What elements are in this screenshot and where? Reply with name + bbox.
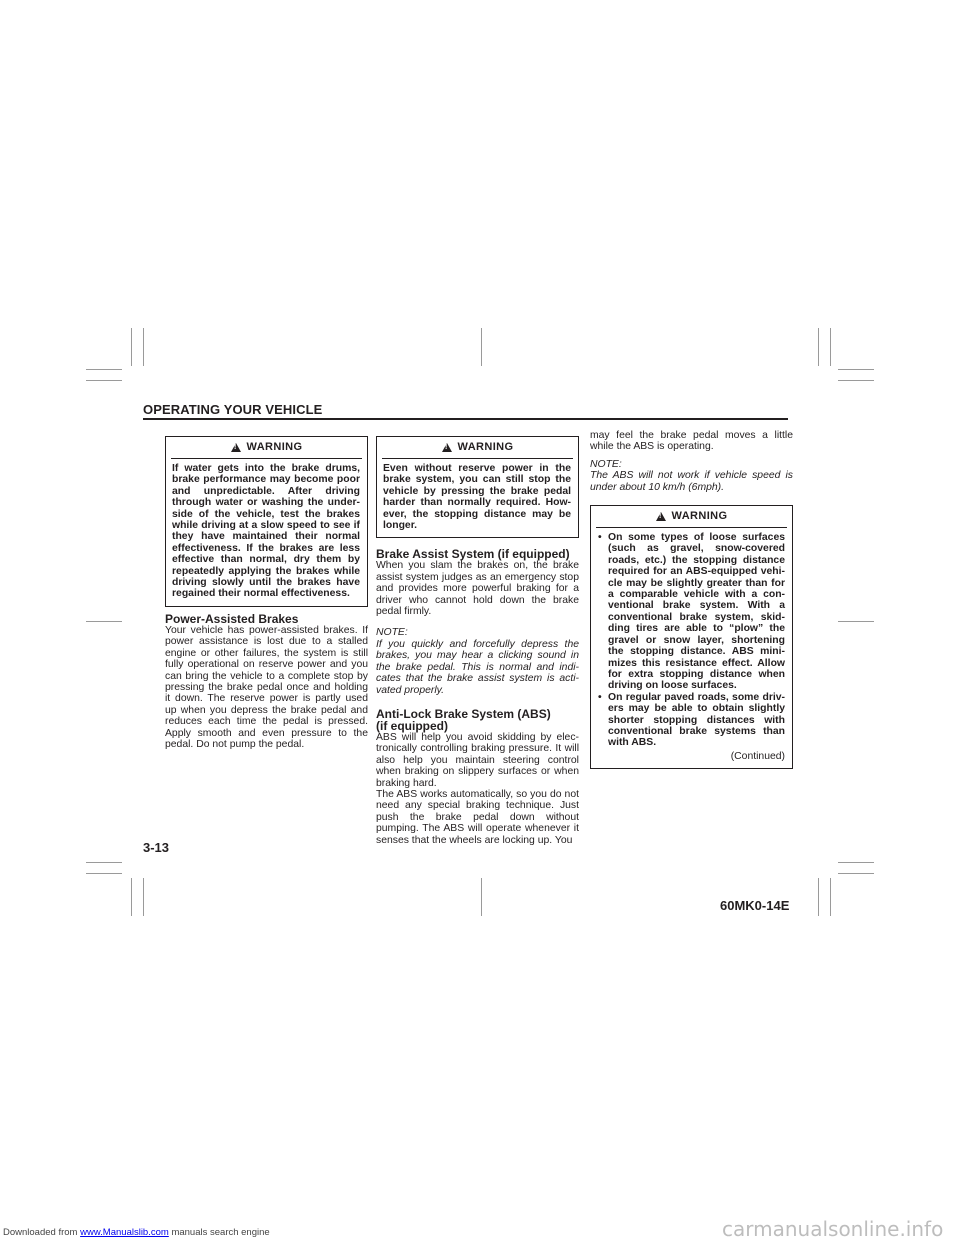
section-title: OPERATING YOUR VEHICLE <box>143 402 323 417</box>
crop-mark <box>481 328 482 366</box>
column-1 <box>165 436 368 750</box>
warning-triangle-icon <box>231 443 241 452</box>
note-label: NOTE: <box>590 458 622 470</box>
page-code: 60MK0-14E <box>720 898 790 913</box>
crop-mark <box>143 328 144 366</box>
warning-header <box>591 506 792 527</box>
body-brake-assist: When you slam the brakes on, the brake assist system judges as an emergency stop and provides more powerful braking for a driver who cannot hold down the brake pedal firmly. <box>376 560 579 618</box>
header-rule <box>143 418 788 420</box>
download-suffix: manuals search engine <box>168 1227 270 1238</box>
warning-list-item: • On some types of loose surfaces (such as gravel, snow-covered roads, etc.) the stopping distance required for an ABS-equipped vehi-cle may be slightly greater than for a comparable vehicle with a con-ventional brake system. With a conventional brake system, skid-ding tires are able to “plow” the gravel or snow layer, shortening the stopping distance. ABS mini-mizes this resistance effect. Allow for extra stopping distance when driving on loose surfaces. <box>597 532 785 692</box>
note-text: If you quickly and forcefully depress the brakes, you may hear a clicking sound in the brake pedal. This is normal and indi-cates that the brake assist system is acti-vated properly. <box>376 638 579 696</box>
crop-mark <box>838 873 874 874</box>
warning-label: WARNING <box>671 509 728 522</box>
continued-label: (Continued) <box>730 750 785 762</box>
note-abs <box>590 459 793 493</box>
body-abs-1: ABS will help you avoid skidding by elec-tronically controlling braking pressure. It will also help you maintain steering control when braking on slippery surfaces or when braking hard. <box>376 731 579 789</box>
note-brake-assist <box>376 627 579 695</box>
watermark: carmanualsonline.info <box>722 1217 944 1241</box>
warning-text: If water gets into the brake drums, brake performance may become poor and unpredictable. After driving through water or washing the under-side of the vehicle, test the brakes while driving at a slow speed to see if they have maintained their normal effectiveness. If the brakes are less effective than normal, dry them by repeatedly applying the brakes while driving slowly until the brakes have regained their normal effectiveness. <box>172 463 360 600</box>
body-abs-2: The ABS works automatically, so you do not need any special braking technique. Just push the brake pedal down without pumping. The ABS will operate whenever it senses that the wheels are locking up. You <box>376 788 579 846</box>
warning-triangle-icon <box>656 512 666 521</box>
crop-mark <box>481 878 482 916</box>
page-number: 3-13 <box>143 840 170 855</box>
crop-mark <box>838 862 874 863</box>
warning-header <box>377 437 578 458</box>
warning-label: WARNING <box>246 440 303 453</box>
crop-mark <box>143 878 144 916</box>
body-abs-continued: may feel the brake pedal moves a little while the ABS is operating. <box>590 430 793 453</box>
crop-mark <box>818 878 819 916</box>
heading-abs <box>376 708 579 732</box>
heading-brake-assist: Brake Assist System (if equipped) <box>376 547 570 562</box>
download-link[interactable]: www.Manualslib.com <box>80 1227 169 1238</box>
crop-mark <box>86 862 122 863</box>
note-label: NOTE: <box>376 627 408 639</box>
note-text: The ABS will not work if vehicle speed is under about 10 km/h (6mph). <box>590 470 793 493</box>
heading-abs-line2: (if equipped) <box>376 718 448 733</box>
warning-box-abs <box>590 505 793 769</box>
crop-mark <box>838 380 874 381</box>
warning-triangle-icon <box>442 443 452 452</box>
column-2 <box>376 436 579 846</box>
warning-list-item: • On regular paved roads, some driv-ers may be able to obtain slightly shorter stopping distances with conventional brake systems than with ABS. <box>597 692 785 749</box>
download-notice <box>3 1227 270 1238</box>
crop-mark <box>830 878 831 916</box>
warning-box-reserve-power <box>376 436 579 538</box>
crop-mark <box>86 873 122 874</box>
crop-mark <box>86 621 122 622</box>
warning-text <box>591 528 792 768</box>
crop-mark <box>131 328 132 366</box>
download-prefix: Downloaded from <box>3 1227 81 1238</box>
crop-mark <box>86 369 122 370</box>
warning-header <box>166 437 367 458</box>
heading-power-assisted-brakes: Power-Assisted Brakes <box>165 611 299 626</box>
heading-abs-line1: Anti-Lock Brake System (ABS) <box>376 706 551 721</box>
warning-list <box>597 532 785 749</box>
crop-mark <box>818 328 819 366</box>
crop-mark <box>131 878 132 916</box>
crop-mark <box>838 369 874 370</box>
crop-mark <box>86 380 122 381</box>
warning-text: Even without reserve power in the brake system, you can still stop the vehicle by pressing the brake pedal harder than normally required. How-ever, the stopping distance may be longer. <box>383 463 571 532</box>
column-3 <box>590 430 793 775</box>
crop-mark <box>838 621 874 622</box>
warning-label: WARNING <box>457 440 514 453</box>
crop-mark <box>830 328 831 366</box>
warning-box-water <box>165 436 368 607</box>
body-power-assisted-brakes: Your vehicle has power-assisted brakes. If power assistance is lost due to a stalled engine or other failures, the system is still fully operational on reserve power and you can bring the vehicle to a complete stop by pressing the brake pedal once and holding it down. The reserve power is partly used up when you depress the brake pedal and reduces each time the pedal is pressed. Apply smooth and even pressure to the pedal. Do not pump the pedal. <box>165 624 368 750</box>
